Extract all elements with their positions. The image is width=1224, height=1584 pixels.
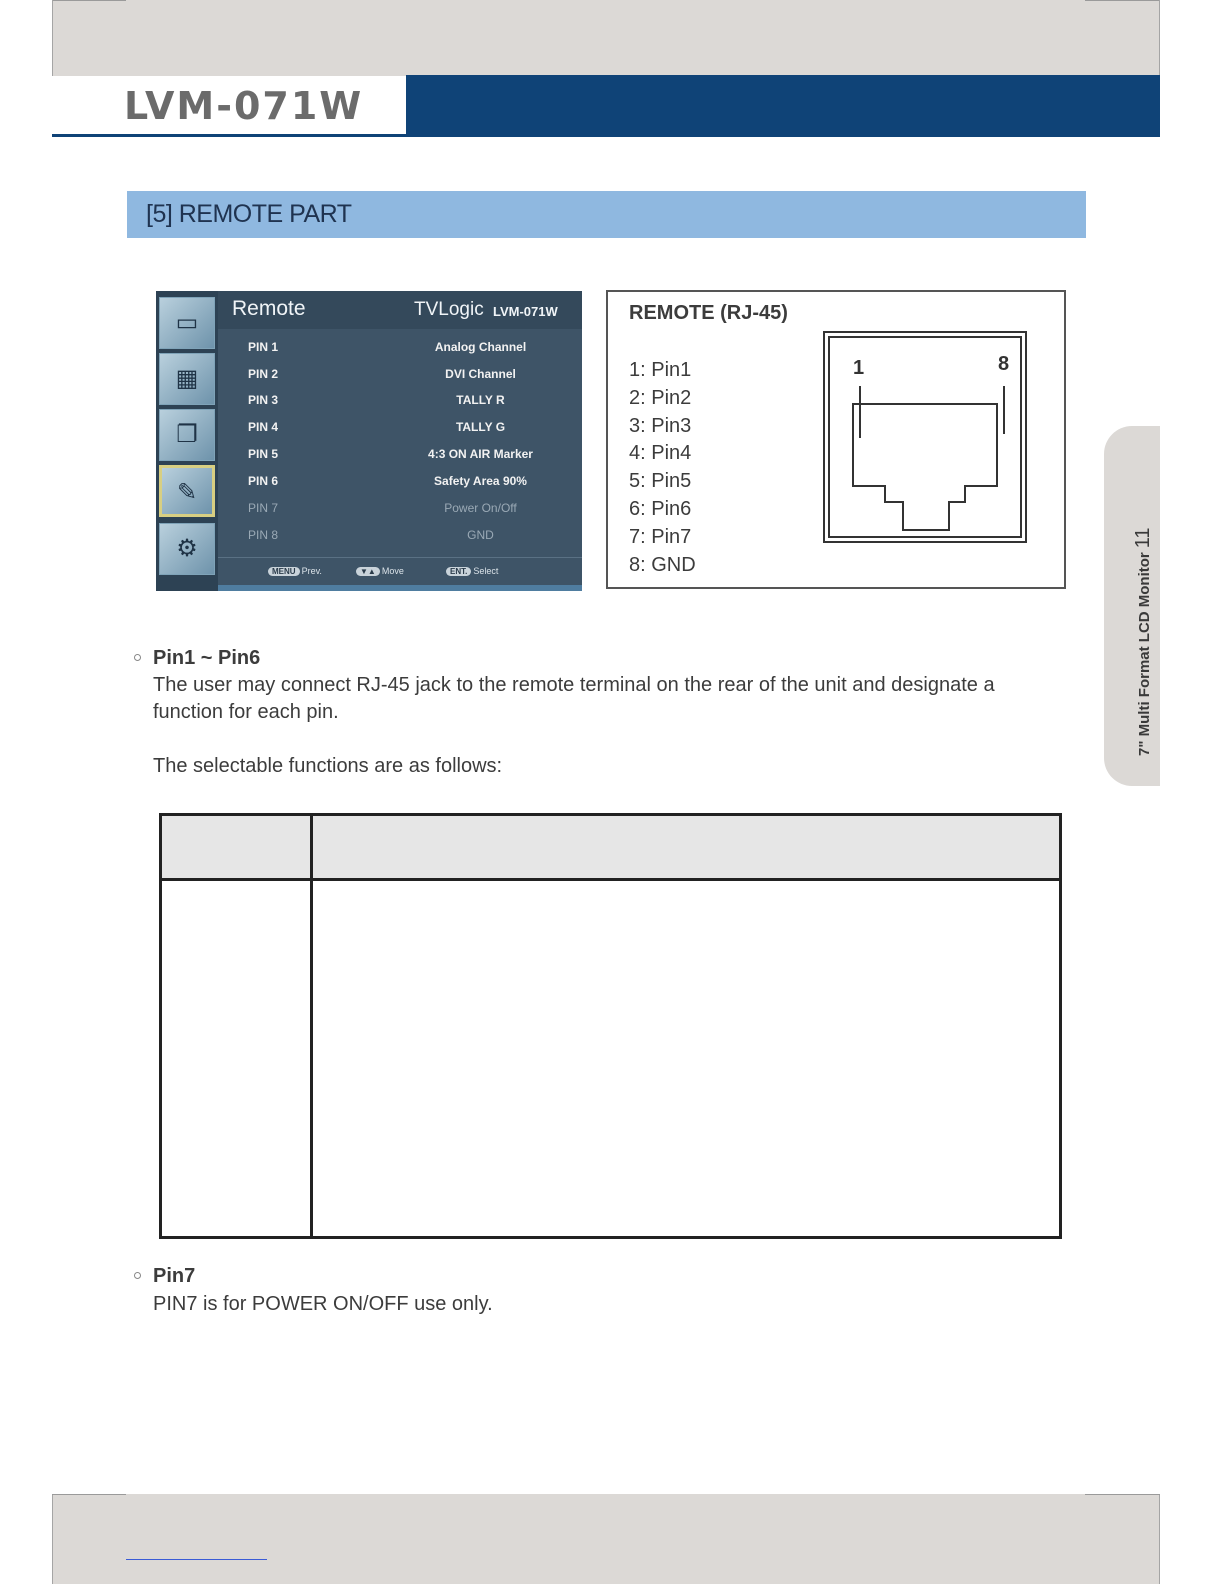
osd-pin-label: PIN 3 xyxy=(248,393,279,407)
osd-footer xyxy=(218,557,582,586)
osd-pin-label: PIN 6 xyxy=(248,474,279,488)
osd-pin-value: Safety Area 90% xyxy=(434,474,527,488)
arrow-keys-icon: ▼▲ xyxy=(356,567,380,576)
crop-mark xyxy=(52,1494,53,1584)
rj45-jack-diagram xyxy=(822,330,1028,546)
crop-mark xyxy=(1085,1494,1160,1495)
osd-select-hint xyxy=(446,566,498,576)
rj45-label-8: 8 xyxy=(998,353,1010,375)
page-number: 11 xyxy=(1132,527,1154,549)
osd-menu-hint xyxy=(268,566,322,576)
bullet-icon xyxy=(134,1272,141,1279)
osd-row xyxy=(218,388,582,415)
osd-row xyxy=(218,442,582,469)
osd-pin-label: PIN 5 xyxy=(248,447,279,461)
remote-icon: ✎ xyxy=(159,465,215,517)
section-title: [5] REMOTE PART xyxy=(146,200,352,228)
osd-pin-value: DVI Channel xyxy=(445,367,516,381)
osd-row xyxy=(218,335,582,362)
osd-title: Remote xyxy=(232,297,306,320)
bullet-icon xyxy=(134,654,141,661)
osd-pin-value: TALLY R xyxy=(456,393,505,407)
functions-table xyxy=(159,813,1062,1239)
color-bars-icon: ▦ xyxy=(159,353,215,405)
pin1-6-text-line: function for each pin. xyxy=(153,701,339,723)
rj45-label-1: 1 xyxy=(853,357,865,379)
osd-pin-value: 4:3 ON AIR Marker xyxy=(428,447,533,461)
footer-link-underline[interactable] xyxy=(126,1559,267,1560)
enter-key-icon: ENT. xyxy=(446,567,471,576)
crop-mark xyxy=(1085,0,1160,1)
crop-mark xyxy=(52,1494,126,1495)
osd-bottom-strip xyxy=(218,585,582,591)
osd-brand: TVLogic xyxy=(414,299,484,320)
crop-mark xyxy=(52,0,53,76)
crop-mark xyxy=(1159,0,1160,76)
osd-sidebar xyxy=(156,291,218,591)
osd-row xyxy=(218,523,582,550)
side-tab-text xyxy=(1132,527,1155,756)
menu-key-icon: MENU xyxy=(268,567,300,576)
rj45-pin-line: 7: Pin7 xyxy=(629,526,692,548)
rj45-title: REMOTE (RJ-45) xyxy=(629,302,788,324)
rj45-pin-line: 6: Pin6 xyxy=(629,498,692,520)
rj45-pin-line: 2: Pin2 xyxy=(629,387,692,409)
product-name: 7" Multi Format LCD Monitor xyxy=(1136,552,1153,756)
header-band xyxy=(52,0,1160,76)
osd-pin-label: PIN 1 xyxy=(248,340,279,354)
footer-band xyxy=(52,1494,1160,1584)
rj45-pin-line: 1: Pin1 xyxy=(629,359,692,381)
osd-row xyxy=(218,496,582,523)
osd-model: LVM-071W xyxy=(493,304,558,319)
crop-mark xyxy=(1159,1494,1160,1584)
model-logo: LVM-071W xyxy=(124,84,364,128)
osd-pin-label: PIN 7 xyxy=(248,501,279,515)
osd-pin-label: PIN 4 xyxy=(248,420,279,434)
side-tab-text-wrap xyxy=(1104,426,1160,786)
osd-row xyxy=(218,415,582,442)
pin7-heading: Pin7 xyxy=(153,1265,196,1287)
osd-move-hint xyxy=(356,566,404,576)
osd-pin-value: TALLY G xyxy=(455,420,506,434)
rj45-socket-outline xyxy=(853,404,997,530)
osd-row xyxy=(218,469,582,496)
pin1-6-text-line: The user may connect RJ-45 jack to the remote terminal on the rear of the unit and designate a xyxy=(153,674,995,696)
pin1-6-heading: Pin1 ~ Pin6 xyxy=(153,647,261,669)
pin7-text: PIN7 is for POWER ON/OFF use only. xyxy=(153,1293,493,1315)
table-header-row xyxy=(162,816,1059,881)
osd-prev-label: Prev. xyxy=(301,566,322,576)
osd-menu-screenshot xyxy=(156,291,582,591)
pin1-6-text-line: The selectable functions are as follows: xyxy=(153,755,503,777)
crop-mark xyxy=(52,0,126,1)
monitor-icon: ▭ xyxy=(159,297,215,349)
table-column-divider xyxy=(310,816,313,1236)
osd-pin-label: PIN 2 xyxy=(248,367,279,381)
osd-pin-value: Analog Channel xyxy=(434,340,527,354)
osd-pin-value: Power On/Off xyxy=(444,501,517,515)
osd-row xyxy=(218,362,582,389)
rj45-pin-line: 3: Pin3 xyxy=(629,415,692,437)
osd-select-label: Select xyxy=(473,566,499,576)
windows-icon: ❐ xyxy=(159,409,215,461)
osd-pin-value: GND xyxy=(467,528,494,542)
osd-pin-label: PIN 8 xyxy=(248,528,279,542)
tools-icon: ⚙ xyxy=(159,523,215,575)
rj45-pin-line: 5: Pin5 xyxy=(629,470,692,492)
header-blue-bar xyxy=(406,75,1160,137)
osd-move-label: Move xyxy=(381,566,404,576)
rj45-pin-line: 4: Pin4 xyxy=(629,442,692,464)
rj45-pin-line: 8: GND xyxy=(629,554,696,576)
